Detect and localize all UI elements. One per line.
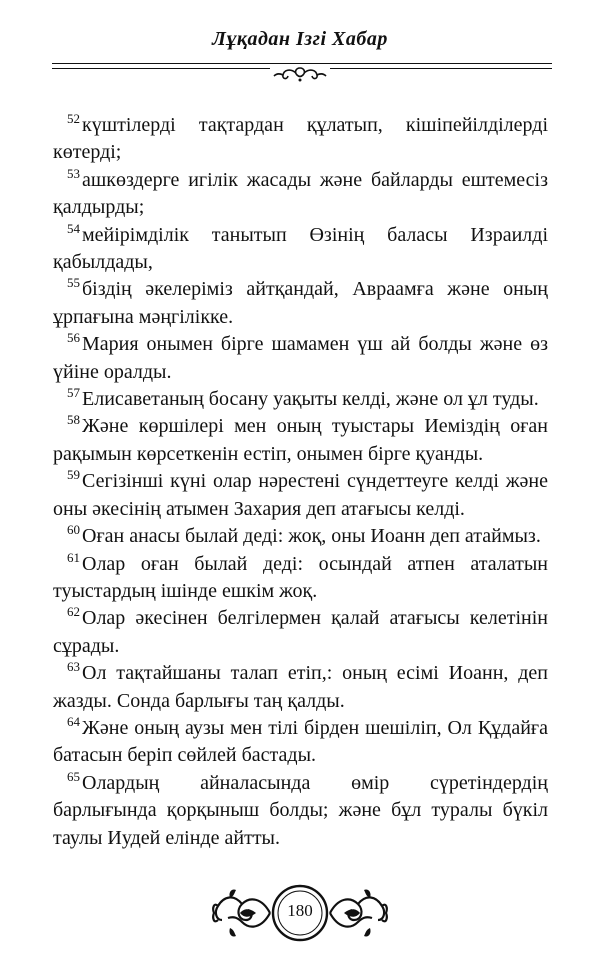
page-header-title: Лұқадан Ізгі Хабар (212, 28, 388, 50)
verse-text: Ол тақтайшаны талап етіп,: оның есімі Иоанн, деп жазды. Сонда барлығы таң қалды. (53, 662, 548, 712)
verse-number: 61 (67, 549, 80, 565)
verse-64 (53, 715, 548, 770)
verse-58 (53, 413, 548, 468)
verse-number: 60 (67, 522, 80, 538)
verse-number: 56 (67, 330, 80, 346)
verse-62 (53, 605, 548, 660)
verse-text: Олар оған былай деді: осындай атпен аталатын туыстардың ішінде ешкім жоқ. (53, 552, 548, 602)
verse-text: Оған анасы былай деді: жоқ, оны Иоанн деп атаймыз. (82, 525, 541, 548)
verse-text: күштілерді тақтардан құлатып, кішіпейілділерді көтерді; (53, 114, 548, 164)
verse-number: 53 (67, 165, 80, 181)
verse-63 (53, 660, 548, 715)
verse-54 (53, 222, 548, 277)
verse-text: Және оның аузы мен тілі бірден шешіліп, Ол Құдайға батасын беріп сөйлей бастады. (53, 716, 548, 767)
verse-number: 59 (67, 467, 80, 483)
verse-number: 57 (67, 385, 80, 401)
verse-number: 52 (67, 111, 80, 126)
verse-61 (53, 551, 548, 606)
verse-text: біздің әкелеріміз айтқандай, Авраамға және оның ұрпағына мәңгілікке. (53, 278, 548, 328)
verse-number: 55 (67, 275, 80, 291)
verse-text: ашкөздерге игілік жасады және байларды ештемесіз қалдырды; (53, 168, 548, 219)
verse-number: 62 (67, 604, 80, 620)
verse-text: Және көршілері мен оның туыстары Иемiздiң оған рақымын көрсеткенін естіп, онымен бірге қуанды. (53, 415, 548, 465)
verse-text: мейірімділік танытып Өзінің баласы Израилді қабылдады, (53, 223, 548, 274)
verse-text: Елисаветаның босану уақыты келді, және ол ұл туды. (82, 388, 539, 411)
header-ornament-icon (270, 64, 330, 84)
verse-number: 65 (67, 768, 80, 784)
verse-number: 54 (67, 220, 80, 236)
verse-57 (53, 386, 548, 413)
verse-text: Олар әкесінен белгілермен қалай атағысы келетінін сұрады. (53, 607, 548, 657)
verse-60 (53, 523, 548, 550)
page-number: 180 (287, 901, 313, 920)
verse-text: Мария онымен бірге шамамен үш ай болды және өз үйіне оралды. (53, 333, 548, 383)
verse-text: Олардың айналасында өмір сүретіндердің барлығында қорқыныш болды; және бұл туралы бүкіл таулы Иудей елінде айтты. (53, 771, 548, 849)
verse-body (53, 112, 548, 852)
verse-56 (53, 331, 548, 386)
verse-number: 64 (67, 713, 80, 729)
verse-55 (53, 276, 548, 331)
verse-52 (53, 112, 548, 167)
verse-number: 63 (67, 659, 80, 675)
verse-65 (53, 770, 548, 852)
verse-53 (53, 167, 548, 222)
verse-number: 58 (67, 412, 80, 428)
verse-text: Сегізінші күні олар нәрестені сүндеттеуге келді және оны әкесінің атымен Захария деп атағысы келді. (53, 470, 548, 520)
verse-59 (53, 468, 548, 523)
